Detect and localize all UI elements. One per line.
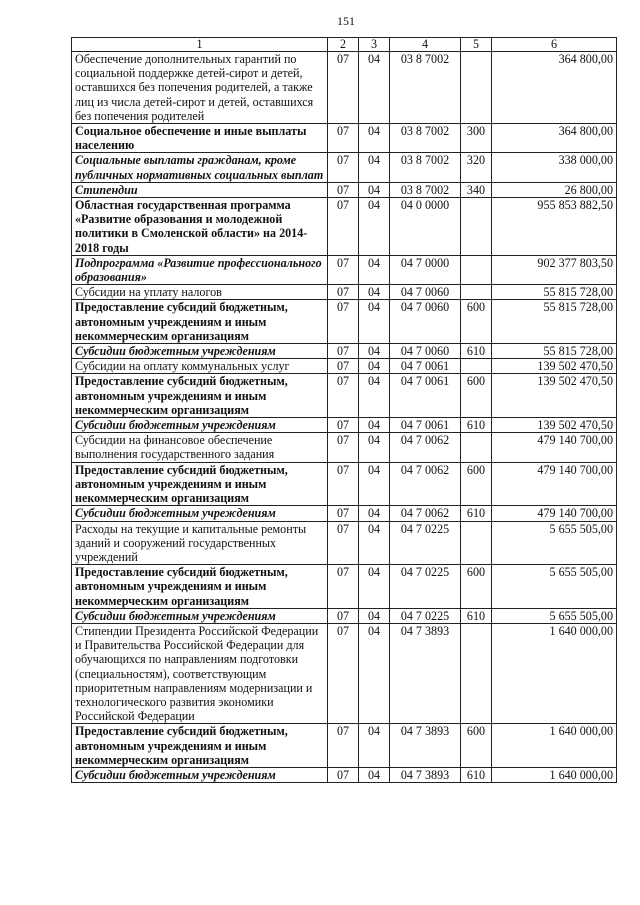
row-name-cell: Субсидии на оплату коммунальных услуг [72, 359, 328, 374]
table-row [72, 767, 617, 782]
table-row [72, 521, 617, 565]
expense-type-cell [461, 521, 492, 565]
target-article-cell: 04 7 3893 [390, 767, 461, 782]
amount-cell: 955 853 882,50 [492, 198, 617, 256]
table-row [72, 124, 617, 153]
column-header: 1 [72, 38, 328, 52]
table-row [72, 255, 617, 284]
amount-cell: 55 815 728,00 [492, 344, 617, 359]
section-code-cell: 07 [328, 433, 359, 462]
target-article-cell: 03 8 7002 [390, 153, 461, 182]
subsection-code-cell: 04 [359, 182, 390, 197]
row-name-cell: Субсидии бюджетным учреждениям [72, 506, 328, 521]
amount-cell: 1 640 000,00 [492, 724, 617, 768]
expense-type-cell: 610 [461, 418, 492, 433]
table-row [72, 344, 617, 359]
expense-type-cell: 300 [461, 124, 492, 153]
subsection-code-cell: 04 [359, 359, 390, 374]
amount-cell: 338 000,00 [492, 153, 617, 182]
row-name-cell: Субсидии на уплату налогов [72, 285, 328, 300]
target-article-cell: 04 7 0062 [390, 506, 461, 521]
row-name-cell: Социальные выплаты гражданам, кроме публичных нормативных социальных выплат [72, 153, 328, 182]
expense-type-cell [461, 198, 492, 256]
section-code-cell: 07 [328, 608, 359, 623]
target-article-cell: 04 7 0062 [390, 433, 461, 462]
row-name-cell: Субсидии бюджетным учреждениям [72, 344, 328, 359]
row-name-cell: Стипендии Президента Российской Федерации и Правительства Российской Федерации для обучающихся по направлениям подготовки (специальностям), соответствующим приоритетным направлениям модернизации и технологического развития экономики Российской Федерации [72, 623, 328, 723]
section-code-cell: 07 [328, 724, 359, 768]
section-code-cell: 07 [328, 462, 359, 506]
row-name-cell: Предоставление субсидий бюджетным, автономным учреждениям и иным некоммерческим организациям [72, 565, 328, 609]
target-article-cell: 04 7 0225 [390, 521, 461, 565]
target-article-cell: 03 8 7002 [390, 52, 461, 124]
row-name-cell: Обеспечение дополнительных гарантий по социальной поддержке детей-сирот и детей, оставшихся без попечения родителей, а также лиц из числа детей-сирот и детей, оставшихся без попечения родителей [72, 52, 328, 124]
expense-type-cell: 600 [461, 724, 492, 768]
subsection-code-cell: 04 [359, 724, 390, 768]
subsection-code-cell: 04 [359, 565, 390, 609]
subsection-code-cell: 04 [359, 506, 390, 521]
subsection-code-cell: 04 [359, 521, 390, 565]
expense-type-cell: 610 [461, 344, 492, 359]
expense-type-cell: 610 [461, 608, 492, 623]
amount-cell: 55 815 728,00 [492, 285, 617, 300]
section-code-cell: 07 [328, 374, 359, 418]
row-name-cell: Предоставление субсидий бюджетным, автономным учреждениям и иным некоммерческим организациям [72, 300, 328, 344]
section-code-cell: 07 [328, 182, 359, 197]
section-code-cell: 07 [328, 767, 359, 782]
amount-cell: 5 655 505,00 [492, 565, 617, 609]
section-code-cell: 07 [328, 344, 359, 359]
subsection-code-cell: 04 [359, 285, 390, 300]
section-code-cell: 07 [328, 418, 359, 433]
table-row [72, 359, 617, 374]
target-article-cell: 04 7 0062 [390, 462, 461, 506]
row-name-cell: Предоставление субсидий бюджетным, автономным учреждениям и иным некоммерческим организациям [72, 462, 328, 506]
subsection-code-cell: 04 [359, 767, 390, 782]
expense-type-cell: 610 [461, 767, 492, 782]
expense-type-cell [461, 285, 492, 300]
row-name-cell: Предоставление субсидий бюджетным, автономным учреждениям и иным некоммерческим организациям [72, 374, 328, 418]
table-row [72, 506, 617, 521]
table-row [72, 52, 617, 124]
amount-cell: 139 502 470,50 [492, 359, 617, 374]
table-body [72, 52, 617, 783]
target-article-cell: 04 7 0225 [390, 608, 461, 623]
column-header: 4 [390, 38, 461, 52]
table-row [72, 300, 617, 344]
row-name-cell: Предоставление субсидий бюджетным, автономным учреждениям и иным некоммерческим организациям [72, 724, 328, 768]
column-header: 5 [461, 38, 492, 52]
section-code-cell: 07 [328, 52, 359, 124]
subsection-code-cell: 04 [359, 300, 390, 344]
expense-type-cell [461, 52, 492, 124]
amount-cell: 55 815 728,00 [492, 300, 617, 344]
section-code-cell: 07 [328, 506, 359, 521]
row-name-cell: Социальное обеспечение и иные выплаты населению [72, 124, 328, 153]
subsection-code-cell: 04 [359, 462, 390, 506]
amount-cell: 364 800,00 [492, 52, 617, 124]
subsection-code-cell: 04 [359, 433, 390, 462]
page-number: 151 [337, 14, 355, 28]
subsection-code-cell: 04 [359, 374, 390, 418]
expense-type-cell: 340 [461, 182, 492, 197]
subsection-code-cell: 04 [359, 418, 390, 433]
amount-cell: 479 140 700,00 [492, 433, 617, 462]
table-row [72, 374, 617, 418]
amount-cell: 479 140 700,00 [492, 462, 617, 506]
expense-type-cell: 320 [461, 153, 492, 182]
expense-type-cell [461, 255, 492, 284]
table-row [72, 462, 617, 506]
subsection-code-cell: 04 [359, 198, 390, 256]
section-code-cell: 07 [328, 124, 359, 153]
table-row [72, 623, 617, 723]
target-article-cell: 04 7 3893 [390, 623, 461, 723]
table-header-row [72, 38, 617, 52]
section-code-cell: 07 [328, 300, 359, 344]
target-article-cell: 04 7 0060 [390, 300, 461, 344]
target-article-cell: 04 7 0061 [390, 374, 461, 418]
column-header: 2 [328, 38, 359, 52]
target-article-cell: 04 7 0000 [390, 255, 461, 284]
amount-cell: 479 140 700,00 [492, 506, 617, 521]
expense-type-cell [461, 623, 492, 723]
table-row [72, 285, 617, 300]
amount-cell: 902 377 803,50 [492, 255, 617, 284]
expense-type-cell: 610 [461, 506, 492, 521]
target-article-cell: 03 8 7002 [390, 124, 461, 153]
expense-type-cell: 600 [461, 300, 492, 344]
expense-type-cell [461, 433, 492, 462]
table-row [72, 724, 617, 768]
row-name-cell: Стипендии [72, 182, 328, 197]
column-header: 3 [359, 38, 390, 52]
target-article-cell: 04 7 0061 [390, 418, 461, 433]
section-code-cell: 07 [328, 198, 359, 256]
subsection-code-cell: 04 [359, 52, 390, 124]
target-article-cell: 04 7 0225 [390, 565, 461, 609]
subsection-code-cell: 04 [359, 153, 390, 182]
amount-cell: 5 655 505,00 [492, 521, 617, 565]
amount-cell: 5 655 505,00 [492, 608, 617, 623]
section-code-cell: 07 [328, 359, 359, 374]
amount-cell: 139 502 470,50 [492, 374, 617, 418]
table-row [72, 418, 617, 433]
target-article-cell: 04 7 0061 [390, 359, 461, 374]
target-article-cell: 04 7 3893 [390, 724, 461, 768]
row-name-cell: Субсидии бюджетным учреждениям [72, 418, 328, 433]
section-code-cell: 07 [328, 623, 359, 723]
table-row [72, 153, 617, 182]
row-name-cell: Подпрограмма «Развитие профессионального образования» [72, 255, 328, 284]
subsection-code-cell: 04 [359, 608, 390, 623]
table-row [72, 565, 617, 609]
amount-cell: 26 800,00 [492, 182, 617, 197]
row-name-cell: Субсидии бюджетным учреждениям [72, 608, 328, 623]
target-article-cell: 04 0 0000 [390, 198, 461, 256]
section-code-cell: 07 [328, 565, 359, 609]
section-code-cell: 07 [328, 255, 359, 284]
subsection-code-cell: 04 [359, 124, 390, 153]
amount-cell: 1 640 000,00 [492, 623, 617, 723]
row-name-cell: Субсидии бюджетным учреждениям [72, 767, 328, 782]
expense-type-cell: 600 [461, 565, 492, 609]
expense-type-cell: 600 [461, 462, 492, 506]
section-code-cell: 07 [328, 521, 359, 565]
expense-type-cell [461, 359, 492, 374]
table-row [72, 182, 617, 197]
expense-type-cell: 600 [461, 374, 492, 418]
row-name-cell: Областная государственная программа «Развитие образования и молодежной политики в Смоленской области» на 2014-2018 годы [72, 198, 328, 256]
amount-cell: 364 800,00 [492, 124, 617, 153]
table-row [72, 608, 617, 623]
subsection-code-cell: 04 [359, 255, 390, 284]
target-article-cell: 04 7 0060 [390, 285, 461, 300]
table-row [72, 198, 617, 256]
subsection-code-cell: 04 [359, 623, 390, 723]
row-name-cell: Расходы на текущие и капитальные ремонты зданий и сооружений государственных учреждений [72, 521, 328, 565]
section-code-cell: 07 [328, 153, 359, 182]
target-article-cell: 04 7 0060 [390, 344, 461, 359]
target-article-cell: 03 8 7002 [390, 182, 461, 197]
amount-cell: 139 502 470,50 [492, 418, 617, 433]
section-code-cell: 07 [328, 285, 359, 300]
row-name-cell: Субсидии на финансовое обеспечение выполнения государственного задания [72, 433, 328, 462]
table-row [72, 433, 617, 462]
budget-table [71, 37, 617, 783]
column-header: 6 [492, 38, 617, 52]
amount-cell: 1 640 000,00 [492, 767, 617, 782]
subsection-code-cell: 04 [359, 344, 390, 359]
